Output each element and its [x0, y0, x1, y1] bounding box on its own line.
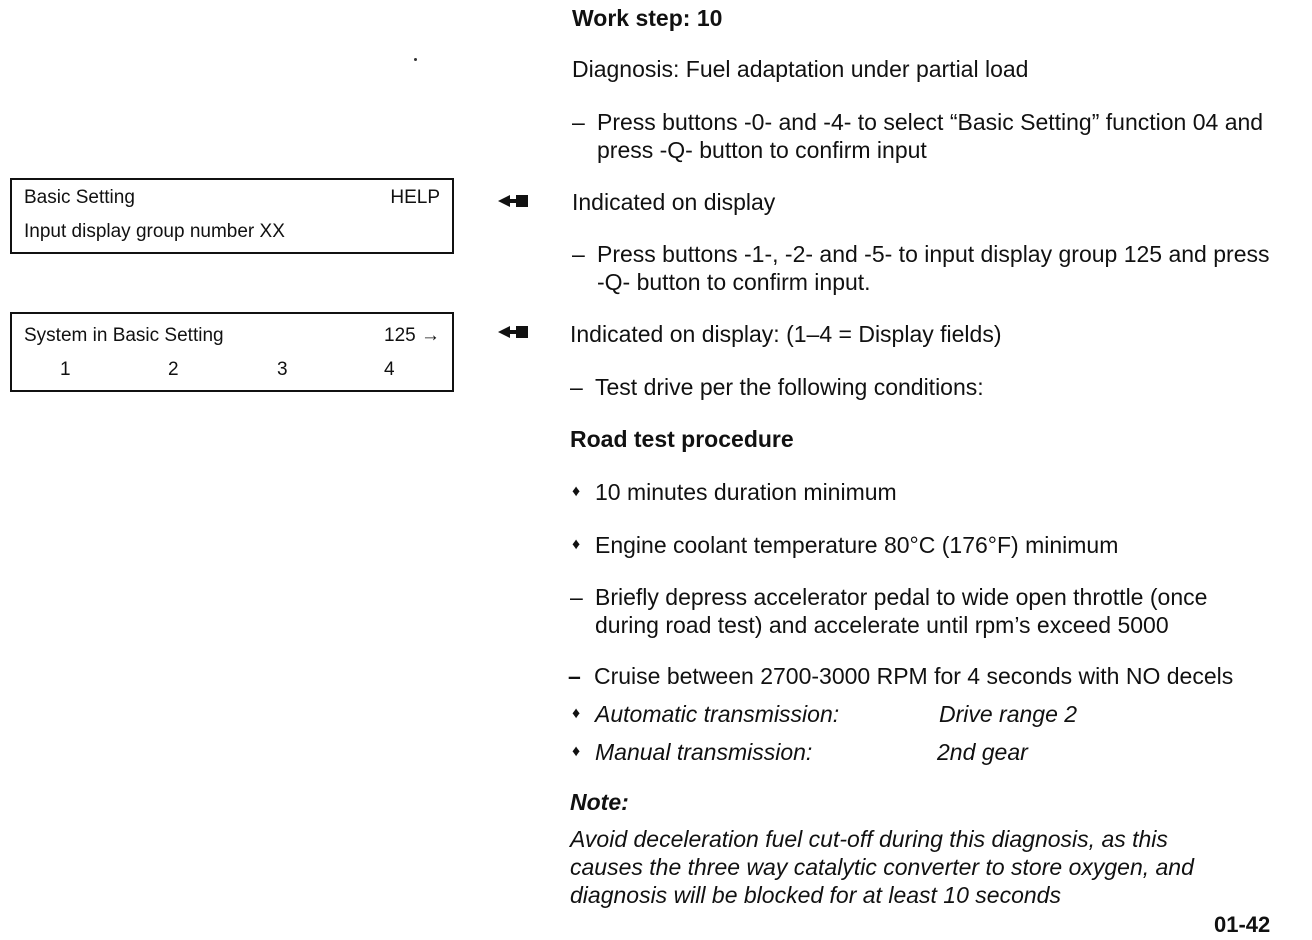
road-test-coolant: Engine coolant temperature 80°C (176°F) minimum	[595, 532, 1119, 558]
scan-speck	[414, 58, 417, 61]
road-test-heading: Road test procedure	[570, 426, 794, 452]
diamond-bullet-icon: ♦	[572, 705, 581, 722]
dash-bullet: –	[570, 374, 583, 400]
road-test-accelerate-cont: during road test) and accelerate until rpm’s exceed 5000	[595, 612, 1169, 638]
display-help: HELP	[390, 187, 440, 208]
manual-transmission-value: 2nd gear	[937, 739, 1028, 765]
dash-bullet: –	[572, 241, 585, 267]
step-input-group: Press buttons -1-, -2- and -5- to input display group 125 and press	[597, 241, 1270, 267]
display-box-system-basic-setting	[10, 312, 454, 392]
road-test-accelerate: Briefly depress accelerator pedal to wide open throttle (once	[595, 584, 1208, 610]
display2-line1: System in Basic Setting	[24, 325, 224, 346]
diagnosis-title: Diagnosis: Fuel adaptation under partial load	[572, 56, 1029, 82]
display-field-3: 3	[277, 359, 288, 380]
automatic-transmission-label: Automatic transmission:	[595, 701, 840, 727]
indicated-on-display-1: Indicated on display	[572, 189, 776, 215]
step-select-basic-setting-cont: press -Q- button to confirm input	[597, 137, 927, 163]
note-line-2: causes the three way catalytic converter to store oxygen, and	[570, 854, 1194, 880]
display-box-basic-setting	[10, 178, 454, 254]
dash-bullet: –	[572, 109, 585, 135]
note-heading: Note:	[570, 789, 629, 815]
dash-bullet: –	[570, 584, 583, 610]
display-field-1: 1	[60, 359, 71, 380]
note-line-3: diagnosis will be blocked for at least 10 seconds	[570, 882, 1061, 908]
page-number: 01-42	[1214, 912, 1271, 937]
note-line-1: Avoid deceleration fuel cut-off during this diagnosis, as this	[570, 826, 1168, 852]
display-field-4: 4	[384, 359, 395, 380]
display2-group-number: 125 →	[384, 325, 440, 346]
road-test-duration: 10 minutes duration minimum	[595, 479, 897, 505]
dash-bullet: –	[568, 663, 581, 689]
diamond-bullet-icon: ♦	[572, 483, 581, 500]
pointing-arrow-icon	[498, 326, 528, 338]
display-line1: Basic Setting	[24, 187, 135, 208]
work-step-heading: Work step: 10	[572, 5, 723, 31]
step-select-basic-setting: Press buttons -0- and -4- to select “Basic Setting” function 04 and	[597, 109, 1264, 135]
diamond-bullet-icon: ♦	[572, 536, 581, 553]
diamond-bullet-icon: ♦	[572, 743, 581, 760]
indicated-on-display-2: Indicated on display: (1–4 = Display fields)	[570, 321, 1002, 347]
automatic-transmission-value: Drive range 2	[939, 701, 1078, 727]
display-field-2: 2	[168, 359, 179, 380]
step-test-drive: Test drive per the following conditions:	[595, 374, 984, 400]
manual-transmission-label: Manual transmission:	[595, 739, 813, 765]
road-test-cruise: Cruise between 2700-3000 RPM for 4 seconds with NO decels	[594, 663, 1234, 689]
pointing-arrow-icon	[498, 195, 528, 207]
step-input-group-cont: -Q- button to confirm input.	[597, 269, 871, 295]
display-line2: Input display group number XX	[24, 221, 285, 242]
